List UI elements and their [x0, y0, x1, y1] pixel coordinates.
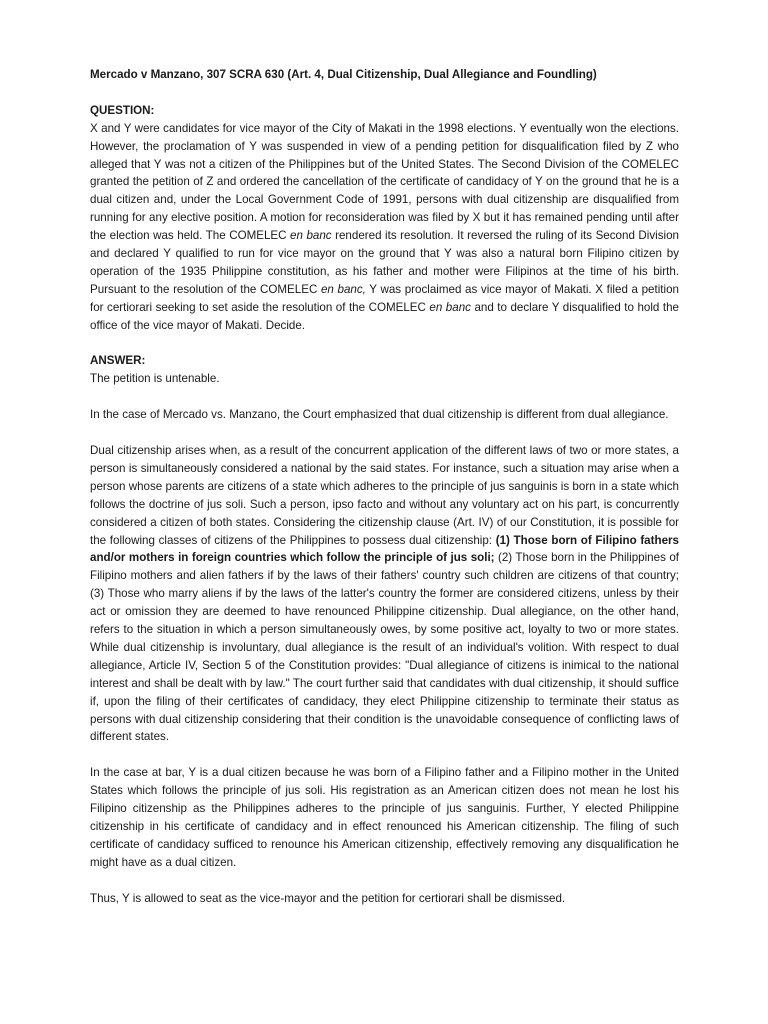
case-at-bar-paragraph: In the case at bar, Y is a dual citizen because he was born of a Filipino father and a Filipino mother in the United States which follows the principle of jus soli. His registration as an American citizen does not mean he lost his Filipino citizenship as the Philippines adheres to the principle of jus sanguinis. Further, Y elected Philippine citizenship in his certificate of candidacy and in effect renounced his American citizenship. The filing of such certificate of candidacy sufficed to renounce his American citizenship, effectively removing any disqualification he might have as a dual citizen. — [90, 766, 679, 869]
answer-section — [90, 352, 679, 388]
dual-citizenship-text-2: (2) Those born in the Philippines of Filipino mothers and alien fathers if by the laws of their fathers' country such children are citizens of that country; (3) Those who marry aliens if by the laws of the latter's country the former are considered citizens, unless by their act or omission they are deemed to have renounced Philippine citizenship. Dual allegiance, on the other hand, refers to the situation in which a person simultaneously owes, by some positive act, loyalty to two or more states. While dual citizenship is involuntary, dual allegiance is the result of an individual's volition. With respect to dual allegiance, Article IV, Section 5 of the Constitution provides: "Dual allegiance of citizens is inimical to the national interest and shall be dealt with by law." The court further said that candidates with dual citizenship, it should suffice if, upon the filing of their certificates of candidacy, they elect Philippine citizenship to terminate their status as persons with dual citizenship considering that their condition is the unavoidable consequence of conflicting laws of different states. — [90, 551, 679, 744]
dual-citizenship-bold: (1) Those born of Filipino fathers and/or mothers in foreign countries which follow the principle of jus soli; — [90, 533, 679, 565]
question-paragraph — [90, 120, 679, 335]
answer-heading: ANSWER: — [90, 354, 146, 368]
answer-line: The petition is untenable. — [90, 372, 220, 386]
document-title: Mercado v Manzano, 307 SCRA 630 (Art. 4, Dual Citizenship, Dual Allegiance and Foundling) — [90, 68, 597, 81]
question-text-4: and to declare Y disqualified to hold the office of the vice mayor of Makati. Decide. — [90, 300, 679, 332]
question-emphasis-2: en banc, — [320, 282, 366, 296]
question-emphasis-3: en banc — [429, 300, 471, 314]
question-section — [90, 102, 679, 335]
conclusion-paragraph: Thus, Y is allowed to seat as the vice-mayor and the petition for certiorari shall be dismissed. — [90, 891, 566, 905]
document-page — [90, 66, 679, 925]
case-paragraph: In the case of Mercado vs. Manzano, the Court emphasized that dual citizenship is different from dual allegiance. — [90, 408, 669, 422]
question-text-3: Y was proclaimed as vice mayor of Makati. X filed a petition for certiorari seeking to set aside the resolution of the COMELEC — [90, 282, 679, 314]
question-heading: QUESTION: — [90, 103, 155, 117]
question-emphasis-1: en banc — [290, 229, 332, 243]
dual-citizenship-paragraph — [90, 442, 679, 746]
question-text-2: rendered its resolution. It reversed the ruling of its Second Division and declared Y qualified to run for vice mayor on the ground that Y was also a natural born Filipino citizen by operation of the 1935 Philippine constitution, as his father and mother were Filipinos at the time of his birth. Pursuant to the resolution of the COMELEC — [90, 229, 679, 296]
dual-citizenship-text-1: Dual citizenship arises when, as a result of the concurrent application of the different laws of two or more states, a person is simultaneously considered a national by the said states. For instance, such a situation may arise when a person whose parents are citizens of a state which adheres to the principle of jus sanguinis is born in a state which follows the doctrine of jus soli. Such a person, ipso facto and without any voluntary act on his part, is concurrently considered a citizen of both states. Considering the citizenship clause (Art. IV) of our Constitution, it is possible for the following classes of citizens of the Philippines to possess dual citizenship: — [90, 443, 679, 547]
question-text-1: X and Y were candidates for vice mayor of the City of Makati in the 1998 elections. Y eventually won the elections. However, the proclamation of Y was suspended in view of a pending petition for disqualification filed by Z who alleged that Y was not a citizen of the Philippines but of the United States. The Second Division of the COMELEC granted the petition of Z and ordered the cancellation of the certificate of candidacy of Y on the ground that he is a dual citizen and, under the Local Government Code of 1991, persons with dual citizenship are disqualified from running for any elective position. A motion for reconsideration was filed by X but it has remained pending until after the election was held. The COMELEC — [90, 121, 679, 243]
